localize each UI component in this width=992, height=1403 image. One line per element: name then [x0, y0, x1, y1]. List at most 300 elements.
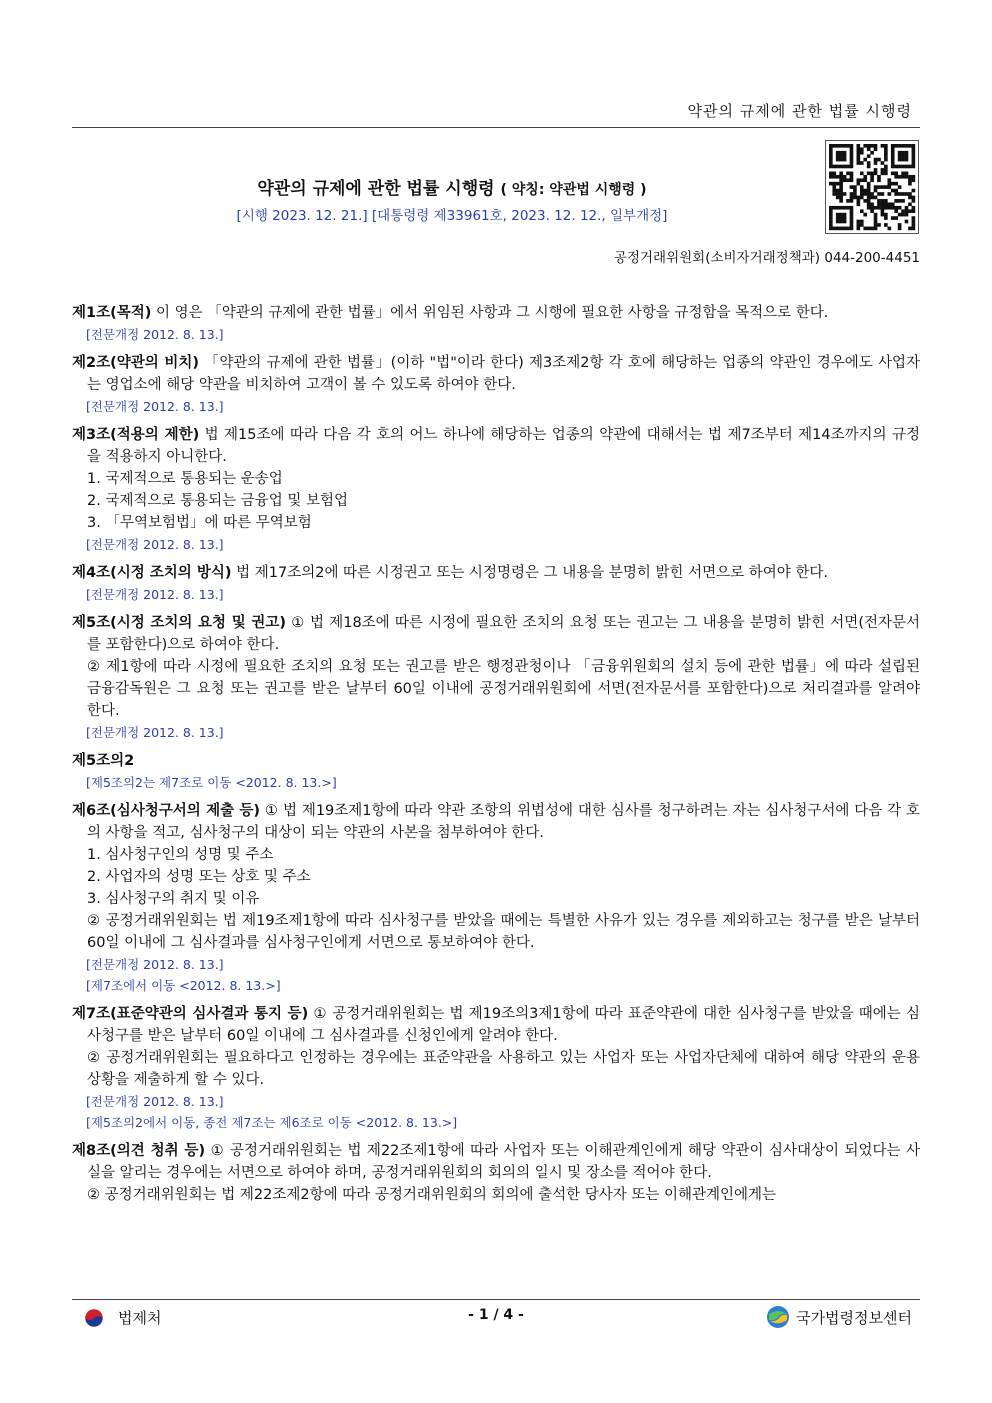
qr-module: [867, 147, 871, 151]
qr-module: [867, 154, 871, 158]
qr-module: [850, 185, 854, 189]
qr-module: [891, 144, 895, 148]
qr-module: [894, 175, 898, 179]
qr-module: [867, 199, 871, 203]
article-heading: 제4조(시정 조치의 방식): [72, 565, 232, 581]
qr-module: [850, 165, 854, 169]
qr-module: [905, 172, 909, 176]
article-heading: 제8조(의견 청취 등): [72, 1143, 206, 1159]
qr-module: [867, 196, 871, 200]
qr-module: [846, 172, 850, 176]
qr-module: [867, 165, 871, 169]
qr-module: [874, 161, 878, 165]
qr-module: [905, 175, 909, 179]
qr-module: [905, 154, 909, 158]
qr-module: [874, 144, 878, 148]
qr-module: [874, 147, 878, 151]
qr-module: [839, 165, 843, 169]
qr-module: [836, 158, 840, 162]
qr-module: [836, 165, 840, 169]
qr-module: [894, 199, 898, 203]
qr-module: [850, 144, 854, 148]
qr-module: [912, 151, 916, 155]
qr-module: [901, 165, 905, 169]
qr-module: [908, 182, 912, 186]
article-item: 3. 심사청구의 취지 및 이유: [87, 891, 260, 907]
qr-module: [857, 161, 861, 165]
law-body: [72, 302, 920, 1213]
qr-module: [908, 178, 912, 182]
article-8: [72, 1140, 920, 1206]
qr-module: [860, 189, 864, 193]
qr-module: [843, 206, 847, 210]
qr-module: [870, 178, 874, 182]
qr-module: [850, 192, 854, 196]
qr-module: [846, 227, 850, 231]
qr-module: [839, 185, 843, 189]
qr-module: [874, 213, 878, 217]
qr-module: [891, 154, 895, 158]
qr-module: [898, 158, 902, 162]
qr-module: [860, 172, 864, 176]
qr-module: [887, 227, 891, 231]
qr-module: [874, 206, 878, 210]
relocation-note: [제7조에서 이동 <2012. 8. 13.>]: [86, 978, 281, 993]
qr-module: [877, 223, 881, 227]
qr-module: [898, 213, 902, 217]
qr-module: [908, 202, 912, 206]
article-4: [72, 562, 920, 605]
qr-module: [905, 209, 909, 213]
qr-module: [912, 165, 916, 169]
qr-module: [850, 209, 854, 213]
qr-module: [884, 168, 888, 172]
article-heading: 제1조(목적): [72, 305, 152, 321]
qr-module: [836, 144, 840, 148]
qr-module: [884, 216, 888, 220]
qr-module: [867, 202, 871, 206]
qr-module: [850, 206, 854, 210]
qr-module: [860, 196, 864, 200]
qr-module: [836, 182, 840, 186]
article-body: ① 공정거래위원회는 법 제22조제1항에 따라 사업자 또는 이해관계인에게 해당 약관이 심사대상이 되었다는 사실을 알리는 경우에는 서면으로 하여야 하며, 공정거래위원회의 회의의 일시 및 장소를 적어야 한다.: [87, 1143, 920, 1181]
article-paragraph: ② 공정거래위원회는 필요하다고 인정하는 경우에는 표준약관을 사용하고 있는 사업자 또는 사업자단체에 대하여 해당 약관의 운용 상황을 제출하게 할 수 있다.: [87, 1050, 920, 1088]
qr-module: [843, 178, 847, 182]
qr-module: [839, 216, 843, 220]
qr-module: [863, 158, 867, 162]
qr-module: [843, 151, 847, 155]
qr-module: [836, 216, 840, 220]
header-divider: [72, 127, 920, 128]
qr-module: [863, 189, 867, 193]
qr-module: [846, 199, 850, 203]
relocation-note: [제5조의2에서 이동, 종전 제7조는 제6조로 이동 <2012. 8. 13.>]: [86, 1115, 458, 1130]
qr-module: [857, 147, 861, 151]
qr-module: [829, 158, 833, 162]
qr-module: [832, 165, 836, 169]
qr-module: [891, 165, 895, 169]
qr-module: [884, 144, 888, 148]
qr-module: [860, 192, 864, 196]
qr-module: [870, 227, 874, 231]
qr-module: [874, 220, 878, 224]
qr-module: [867, 227, 871, 231]
qr-module: [832, 206, 836, 210]
qr-module: [912, 199, 916, 203]
qr-module: [887, 202, 891, 206]
qr-module: [901, 209, 905, 213]
qr-module: [894, 144, 898, 148]
qr-module: [857, 202, 861, 206]
qr-module: [850, 178, 854, 182]
qr-module: [857, 199, 861, 203]
article-body: 법 제17조의2에 따른 시정권고 또는 시정명령은 그 내용을 분명히 밝힌 서면으로 하여야 한다.: [231, 565, 828, 581]
article-item: 1. 국제적으로 통용되는 운송업: [87, 471, 283, 487]
qr-module: [863, 175, 867, 179]
qr-module: [908, 165, 912, 169]
qr-module: [860, 209, 864, 213]
article-item: 2. 사업자의 성명 또는 상호 및 주소: [87, 869, 311, 885]
qr-module: [898, 144, 902, 148]
qr-module: [894, 189, 898, 193]
footer-center-brand: [766, 1305, 912, 1329]
qr-module: [836, 196, 840, 200]
qr-module: [839, 158, 843, 162]
qr-module: [877, 185, 881, 189]
qr-module: [912, 223, 916, 227]
qr-module: [881, 161, 885, 165]
qr-module: [846, 165, 850, 169]
article-item: 3. 「무역보험법」에 따른 무역보험: [87, 515, 312, 531]
qr-module: [836, 227, 840, 231]
qr-module: [850, 151, 854, 155]
amendment-note: [전문개정 2012. 8. 13.]: [86, 587, 224, 602]
qr-module: [901, 154, 905, 158]
qr-module: [843, 192, 847, 196]
qr-module: [839, 213, 843, 217]
qr-module: [839, 227, 843, 231]
qr-module: [891, 189, 895, 193]
article-heading: 제3조(적용의 제한): [72, 427, 200, 443]
article-heading: 제6조(심사청구서의 제출 등): [72, 803, 261, 819]
amendment-note: [전문개정 2012. 8. 13.]: [86, 327, 224, 342]
qr-module: [912, 158, 916, 162]
qr-module: [884, 147, 888, 151]
qr-module: [870, 202, 874, 206]
article-body: ① 법 제19조제1항에 따라 약관 조항의 위법성에 대한 심사를 청구하려는 자는 심사청구서에 다음 각 호의 사항을 적고, 심사청구의 대상이 되는 약관의 사본을 첨부하여야 한다.: [87, 803, 920, 841]
qr-module: [863, 227, 867, 231]
qr-module: [857, 220, 861, 224]
amendment-note: [전문개정 2012. 8. 13.]: [86, 1094, 224, 1109]
qr-module: [846, 144, 850, 148]
amendment-note: [전문개정 2012. 8. 13.]: [86, 725, 224, 740]
qr-module: [870, 175, 874, 179]
qr-module: [901, 213, 905, 217]
qr-module: [839, 178, 843, 182]
qr-module: [881, 213, 885, 217]
article-text: [72, 352, 920, 396]
qr-module: [891, 151, 895, 155]
qr-module: [898, 175, 902, 179]
amendment-note: [전문개정 2012. 8. 13.]: [86, 537, 224, 552]
qr-module: [877, 192, 881, 196]
qr-module: [870, 192, 874, 196]
article-paragraph: ② 제1항에 따라 시정에 필요한 조치의 요청 또는 권고를 받은 행정관청이나 「금융위원회의 설치 등에 관한 법률」에 따라 설립된 금융감독원은 그 요청 또는 권고를 받은 날부터 60일 이내에 공정거래위원회에 서면(전자문서를 포함한다)으로 처리결과를 알려야 한다.: [87, 659, 920, 719]
qr-module: [850, 154, 854, 158]
qr-module: [881, 206, 885, 210]
qr-module: [874, 216, 878, 220]
qr-module: [905, 192, 909, 196]
qr-module: [870, 209, 874, 213]
qr-module: [891, 158, 895, 162]
qr-module: [874, 172, 878, 176]
law-name: 약관의 규제에 관한 법률 시행령: [257, 179, 495, 199]
qr-module: [901, 199, 905, 203]
qr-module: [850, 172, 854, 176]
qr-module: [839, 182, 843, 186]
qr-module: [898, 154, 902, 158]
article-7: [72, 1003, 920, 1133]
qr-module: [908, 192, 912, 196]
article-paragraph: ② 공정거래위원회는 법 제19조제1항에 따라 심사청구를 받았을 때에는 특별한 사유가 있는 경우를 제외하고는 청구를 받은 날부터 60일 이내에 그 심사결과를 심사청구인에게 서면으로 통보하여야 한다.: [87, 913, 920, 951]
qr-module: [898, 199, 902, 203]
article-text: [72, 424, 920, 468]
qr-module: [832, 175, 836, 179]
qr-module: [901, 192, 905, 196]
qr-module: [870, 151, 874, 155]
qr-module: [857, 182, 861, 186]
qr-module: [836, 220, 840, 224]
qr-module: [843, 154, 847, 158]
qr-module: [912, 220, 916, 224]
qr-module: [901, 172, 905, 176]
qr-module: [870, 144, 874, 148]
qr-module: [898, 206, 902, 210]
article-text: [72, 800, 920, 844]
qr-module: [843, 144, 847, 148]
qr-module: [843, 158, 847, 162]
qr-module: [891, 147, 895, 151]
qr-module: [829, 147, 833, 151]
qr-module: [912, 189, 916, 193]
qr-module: [908, 144, 912, 148]
qr-module: [843, 213, 847, 217]
qr-module: [891, 161, 895, 165]
qr-module: [884, 185, 888, 189]
qr-module: [832, 185, 836, 189]
qr-module: [846, 206, 850, 210]
qr-module: [898, 223, 902, 227]
qr-module: [908, 209, 912, 213]
qr-module: [867, 144, 871, 148]
qr-module: [850, 223, 854, 227]
qr-module: [843, 220, 847, 224]
qr-module: [850, 196, 854, 200]
qr-module: [839, 172, 843, 176]
qr-module: [832, 172, 836, 176]
qr-module: [908, 227, 912, 231]
qr-module: [850, 213, 854, 217]
qr-module: [853, 189, 857, 193]
qr-module: [863, 178, 867, 182]
qr-module: [884, 165, 888, 169]
qr-module: [860, 185, 864, 189]
qr-module: [905, 158, 909, 162]
amendment-note: [전문개정 2012. 8. 13.]: [86, 399, 224, 414]
qr-module: [905, 213, 909, 217]
qr-module: [881, 172, 885, 176]
qr-module: [905, 144, 909, 148]
qr-module: [867, 182, 871, 186]
qr-module: [877, 206, 881, 210]
amendment-note: [제5조의2는 제7조로 이동 <2012. 8. 13.>]: [86, 775, 337, 790]
qr-module: [887, 182, 891, 186]
qr-module: [881, 199, 885, 203]
qr-module: [836, 213, 840, 217]
qr-module: [850, 161, 854, 165]
article-body: 「약관의 규제에 관한 법률」(이하 "법"이라 한다) 제3조제2항 각 호에 해당하는 업종의 약관인 경우에도 사업자는 영업소에 해당 약관을 비치하여 고객이 볼 수 있도록 하여야 한다.: [87, 355, 920, 393]
qr-module: [884, 172, 888, 176]
qr-module: [881, 209, 885, 213]
qr-module: [877, 199, 881, 203]
qr-module: [870, 206, 874, 210]
qr-module: [850, 220, 854, 224]
qr-module: [850, 216, 854, 220]
qr-module: [860, 161, 864, 165]
article-heading: 제7조(표준약관의 심사결과 통지 등): [72, 1006, 309, 1022]
qr-module: [846, 178, 850, 182]
article-3: [72, 424, 920, 555]
qr-module: [860, 147, 864, 151]
qr-module: [884, 199, 888, 203]
qr-module: [898, 151, 902, 155]
qr-module: [829, 144, 833, 148]
ministry-label: 법제처: [118, 1309, 162, 1327]
qr-module: [832, 189, 836, 193]
qr-module: [905, 220, 909, 224]
qr-module: [857, 151, 861, 155]
qr-module: [839, 189, 843, 193]
qr-module: [874, 189, 878, 193]
qr-module: [891, 216, 895, 220]
article-body: ① 법 제18조에 따른 시정에 필요한 조치의 요청 또는 권고는 그 내용을 분명히 밝힌 서면(전자문서를 포함한다)으로 하여야 한다.: [87, 615, 920, 653]
qr-module: [839, 175, 843, 179]
qr-module: [860, 220, 864, 224]
qr-module: [860, 178, 864, 182]
qr-module: [829, 154, 833, 158]
qr-module: [887, 178, 891, 182]
qr-module: [832, 182, 836, 186]
qr-module: [850, 227, 854, 231]
article-6: [72, 800, 920, 996]
article-text: [72, 302, 920, 324]
article-item: 1. 심사청구인의 성명 및 주소: [87, 847, 274, 863]
qr-module: [905, 151, 909, 155]
qr-module: [836, 192, 840, 196]
qr-module: [863, 192, 867, 196]
qr-module: [874, 185, 878, 189]
qr-module: [901, 144, 905, 148]
document-title: [72, 174, 832, 199]
qr-module: [884, 223, 888, 227]
qr-module: [829, 161, 833, 165]
document-title-block: [72, 174, 832, 224]
qr-module: [850, 147, 854, 151]
enforcement-info: [시행 2023. 12. 21.] [대통령령 제33961호, 2023. 12. 12., 일부개정]: [236, 208, 668, 224]
qr-module: [894, 165, 898, 169]
qr-module: [832, 227, 836, 231]
article-text: [72, 612, 920, 656]
article-text: [72, 1140, 920, 1184]
qr-module: [884, 151, 888, 155]
qr-module: [832, 192, 836, 196]
qr-module: [894, 216, 898, 220]
qr-code: [825, 140, 919, 234]
qr-module: [877, 158, 881, 162]
article-heading: 제5조(시정 조치의 요청 및 권고): [72, 615, 286, 631]
amendment-note: [전문개정 2012. 8. 13.]: [86, 957, 224, 972]
qr-module: [857, 196, 861, 200]
article-item: 2. 국제적으로 통용되는 금융업 및 보험업: [87, 493, 348, 509]
qr-module: [877, 175, 881, 179]
qr-module: [912, 175, 916, 179]
qr-module: [894, 192, 898, 196]
qr-module: [850, 175, 854, 179]
qr-module: [853, 192, 857, 196]
qr-module: [884, 202, 888, 206]
article-2: [72, 352, 920, 417]
qr-module: [877, 202, 881, 206]
qr-module: [839, 144, 843, 148]
qr-module: [836, 175, 840, 179]
qr-module: [887, 185, 891, 189]
article-heading: 제5조의2: [72, 753, 135, 769]
qr-module: [881, 185, 885, 189]
qr-module: [867, 192, 871, 196]
qr-module: [898, 165, 902, 169]
qr-module: [912, 178, 916, 182]
article-5: [72, 612, 920, 743]
qr-module: [870, 172, 874, 176]
qr-module: [905, 206, 909, 210]
qr-module: [829, 165, 833, 169]
qr-module: [839, 199, 843, 203]
qr-module: [874, 227, 878, 231]
qr-module: [850, 158, 854, 162]
qr-module: [870, 196, 874, 200]
qr-module: [860, 223, 864, 227]
qr-module: [912, 227, 916, 231]
qr-module: [857, 178, 861, 182]
qr-module: [894, 209, 898, 213]
qr-module: [891, 202, 895, 206]
article-body: 법 제15조에 따라 다음 각 호의 어느 하나에 해당하는 업종의 약관에 대해서는 법 제7조부터 제14조까지의 규정을 적용하지 아니한다.: [87, 427, 920, 465]
department-contact: 공정거래위원회(소비자거래정책과) 044-200-4451: [613, 250, 920, 266]
qr-module: [867, 185, 871, 189]
qr-module: [898, 185, 902, 189]
article-heading: 제2조(약관의 비치): [72, 355, 200, 371]
footer-divider: [72, 1299, 920, 1300]
qr-module: [901, 158, 905, 162]
qr-module: [912, 147, 916, 151]
qr-module: [857, 158, 861, 162]
qr-module: [832, 144, 836, 148]
qr-module: [863, 213, 867, 217]
qr-module: [908, 196, 912, 200]
qr-module: [887, 206, 891, 210]
qr-module: [867, 189, 871, 193]
qr-module: [894, 182, 898, 186]
